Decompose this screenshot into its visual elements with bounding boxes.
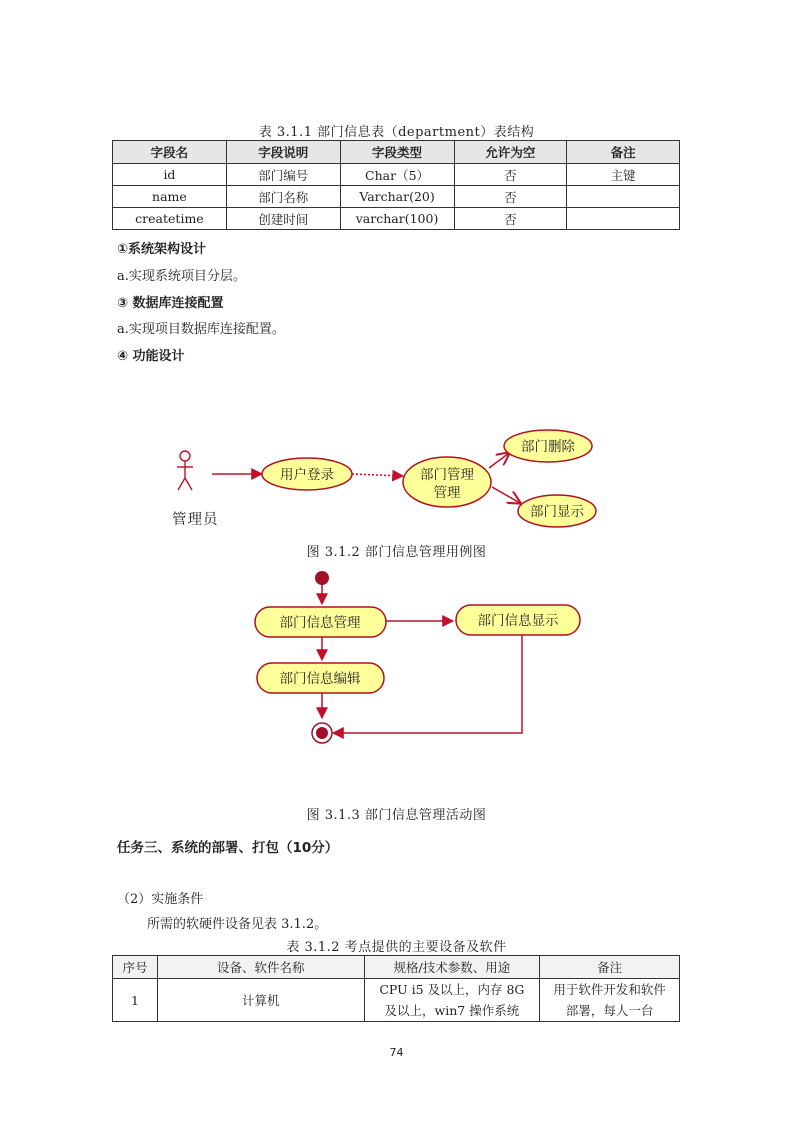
include-arrow bbox=[352, 474, 403, 476]
table-header: 规格/技术参数、用途 bbox=[364, 956, 540, 979]
table2-caption: 表 3.1.2 考点提供的主要设备及软件 bbox=[286, 940, 507, 955]
table-cell: Varchar(20) bbox=[340, 186, 454, 208]
table-cell: id bbox=[113, 164, 227, 186]
actor-label: 管理员 bbox=[172, 512, 219, 528]
table-header: 允许为空 bbox=[454, 141, 567, 164]
delete-usecase-label: 部门删除 bbox=[521, 439, 575, 455]
activity-diagram bbox=[0, 565, 793, 750]
table-row bbox=[113, 186, 680, 208]
activity-mgmt-label: 部门信息管理 bbox=[279, 615, 361, 631]
section-body-db-config: a.实现项目数据库连接配置。 bbox=[117, 322, 285, 337]
login-usecase-label: 用户登录 bbox=[280, 467, 334, 483]
table-cell: 创建时间 bbox=[226, 208, 340, 230]
table-cell: 部门名称 bbox=[226, 186, 340, 208]
equipment-table bbox=[112, 955, 680, 1022]
table-cell: 部门编号 bbox=[226, 164, 340, 186]
initial-node bbox=[315, 571, 329, 585]
table-cell: name bbox=[113, 186, 227, 208]
dept-mgmt-label-line1: 部门管理 bbox=[420, 467, 474, 483]
table-row bbox=[113, 979, 680, 1022]
table-header: 备注 bbox=[540, 956, 680, 979]
table-cell: 否 bbox=[454, 164, 567, 186]
section-body-architecture: a.实现系统项目分层。 bbox=[117, 269, 246, 284]
table-cell bbox=[540, 979, 680, 1022]
task3-intro: 所需的软硬件设备见表 3.1.2。 bbox=[147, 917, 328, 932]
section-heading-db-config: ③ 数据库连接配置 bbox=[117, 296, 224, 311]
table-header: 字段名 bbox=[113, 141, 227, 164]
section-heading-architecture: ①系统架构设计 bbox=[117, 242, 207, 257]
table-cell: Char（5） bbox=[340, 164, 454, 186]
extend-arrow-display bbox=[492, 487, 520, 503]
table-cell bbox=[567, 208, 680, 230]
actor-icon bbox=[177, 451, 193, 490]
table-header: 字段类型 bbox=[340, 141, 454, 164]
table-cell: 主键 bbox=[567, 164, 680, 186]
table1-caption: 表 3.1.1 部门信息表（department）表结构 bbox=[258, 125, 535, 140]
display-usecase-label: 部门显示 bbox=[530, 504, 584, 520]
table-cell bbox=[364, 979, 540, 1022]
table-cell: createtime bbox=[113, 208, 227, 230]
table-cell: varchar(100) bbox=[340, 208, 454, 230]
use-case-diagram bbox=[0, 420, 793, 540]
usecase-caption: 图 3.1.2 部门信息管理用例图 bbox=[306, 545, 487, 560]
department-table bbox=[112, 140, 680, 230]
activity-caption: 图 3.1.3 部门信息管理活动图 bbox=[306, 808, 487, 823]
dept-mgmt-label-line2: 管理 bbox=[433, 485, 461, 501]
table-cell: 否 bbox=[454, 208, 567, 230]
table-header: 字段说明 bbox=[226, 141, 340, 164]
final-node bbox=[312, 723, 332, 743]
task3-heading: 任务三、系统的部署、打包（10分） bbox=[117, 840, 339, 856]
extend-arrow-delete bbox=[489, 453, 509, 468]
spec-line: 及以上，win7 操作系统 bbox=[384, 1003, 520, 1018]
spec-line: CPU i5 及以上，内存 8G bbox=[379, 982, 525, 997]
section-heading-function-design: ④ 功能设计 bbox=[117, 349, 185, 364]
table-header: 备注 bbox=[567, 141, 680, 164]
table-header: 设备、软件名称 bbox=[157, 956, 364, 979]
table-cell: 1 bbox=[113, 979, 158, 1022]
activity-edit-label: 部门信息编辑 bbox=[279, 671, 361, 687]
table-cell: 否 bbox=[454, 186, 567, 208]
table-row bbox=[113, 208, 680, 230]
table-cell: 计算机 bbox=[157, 979, 364, 1022]
note-line: 部署，每人一台 bbox=[565, 1003, 654, 1018]
note-line: 用于软件开发和软件 bbox=[553, 982, 666, 997]
page-number: 74 bbox=[389, 1046, 404, 1059]
table-header-row bbox=[113, 141, 680, 164]
table-header: 序号 bbox=[113, 956, 158, 979]
table-row bbox=[113, 164, 680, 186]
table-cell bbox=[567, 186, 680, 208]
table-header-row bbox=[113, 956, 680, 979]
task3-condition: （2）实施条件 bbox=[117, 892, 204, 907]
activity-display-label: 部门信息显示 bbox=[477, 613, 559, 629]
